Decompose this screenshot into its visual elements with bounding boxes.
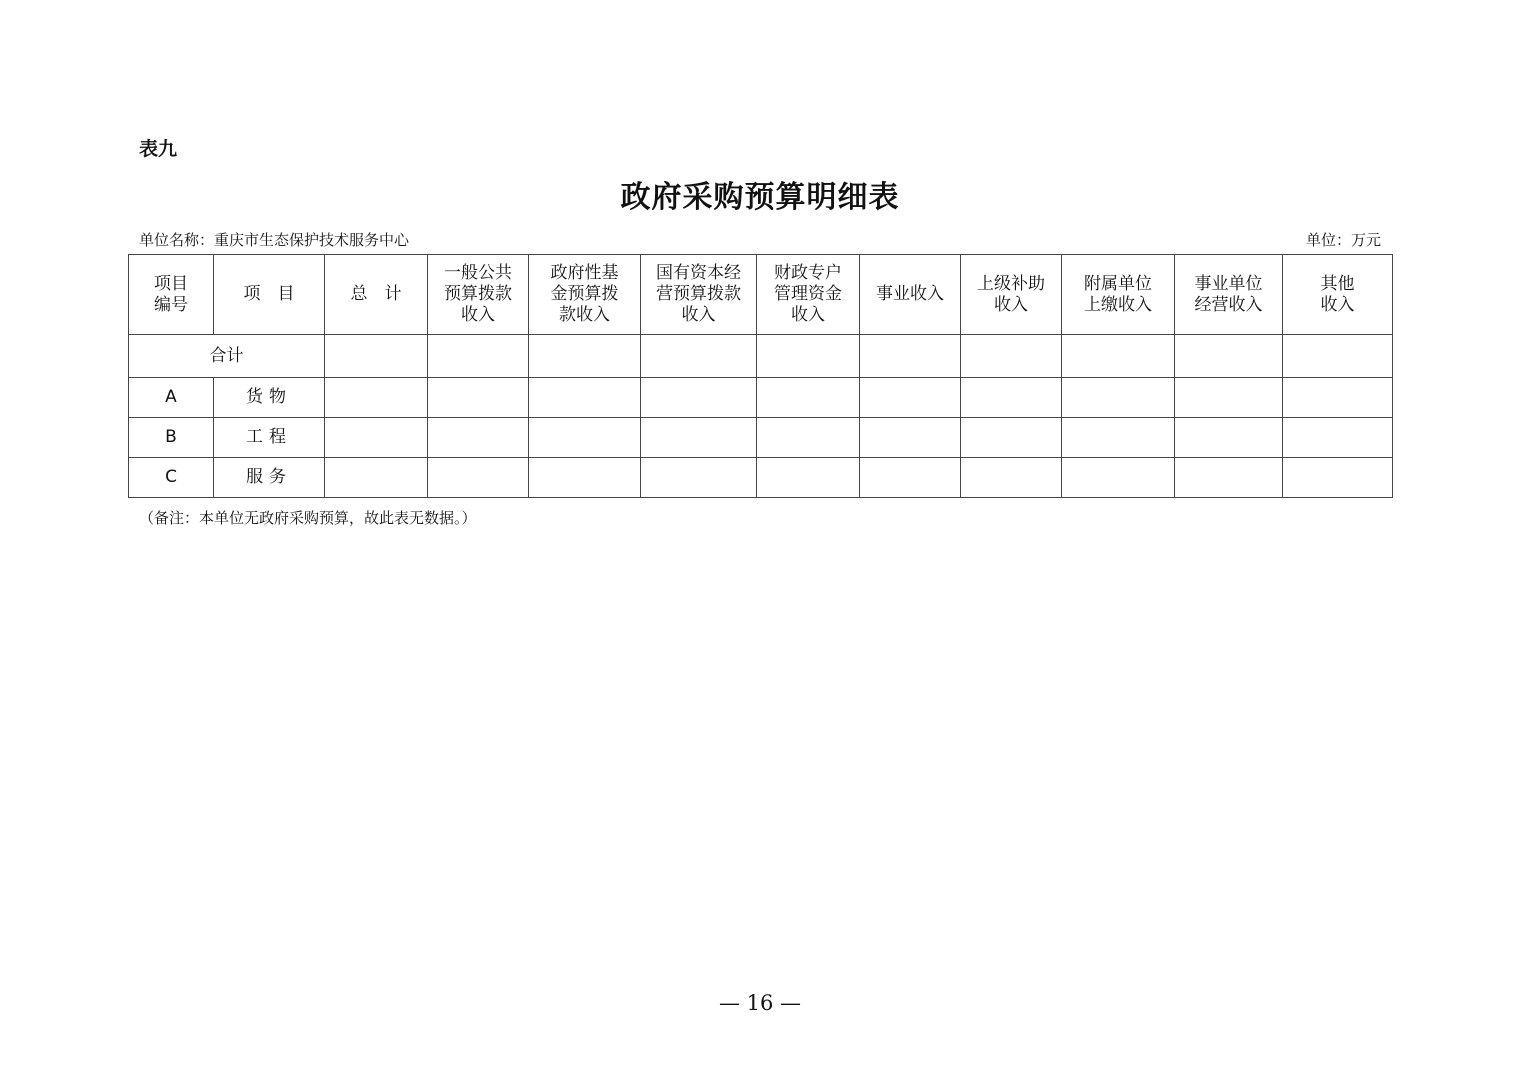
- table-cell: [641, 378, 757, 418]
- table-cell: [1062, 378, 1175, 418]
- table-cell: [641, 335, 757, 378]
- currency-unit: 单位：万元: [1305, 231, 1381, 249]
- table-cell: [529, 335, 641, 378]
- table-cell: [428, 458, 529, 498]
- header-state-capital-budget: 国有资本经 营预算拨款 收入: [641, 255, 757, 335]
- table-cell: [860, 458, 961, 498]
- table-row: [129, 458, 1393, 498]
- table-cell: [325, 458, 428, 498]
- header-government-fund-budget: 政府性基 金预算拨 款收入: [529, 255, 641, 335]
- table-label: 表九: [139, 138, 178, 160]
- table-cell: [1062, 335, 1175, 378]
- table-cell: [1283, 418, 1393, 458]
- table-cell: [1283, 378, 1393, 418]
- table-cell: [757, 458, 860, 498]
- row-item: 服务: [214, 458, 325, 498]
- unit-name: 单位名称：重庆市生态保护技术服务中心: [139, 231, 410, 249]
- table-cell: [325, 378, 428, 418]
- table-cell: [860, 378, 961, 418]
- table-cell: [757, 418, 860, 458]
- header-fiscal-special-account: 财政专户 管理资金 收入: [757, 255, 860, 335]
- document-title: 政府采购预算明细表: [620, 180, 900, 215]
- table-cell: [1283, 458, 1393, 498]
- table-cell: [428, 378, 529, 418]
- header-general-public-budget: 一般公共 预算拨款 收入: [428, 255, 529, 335]
- table-cell: [961, 335, 1062, 378]
- table-cell: [325, 418, 428, 458]
- header-item-code: 项目 编号: [129, 255, 214, 335]
- total-row: [129, 335, 1393, 378]
- row-code: B: [129, 418, 214, 458]
- table-cell: [961, 418, 1062, 458]
- table-cell: [428, 418, 529, 458]
- table-cell: [1175, 418, 1283, 458]
- header-item-name: 项 目: [214, 255, 325, 335]
- table-cell: [325, 335, 428, 378]
- table-cell: [1062, 418, 1175, 458]
- header-superior-subsidy: 上级补助 收入: [961, 255, 1062, 335]
- header-row: [129, 255, 1393, 335]
- table-cell: [860, 335, 961, 378]
- header-business-income: 事业收入: [860, 255, 961, 335]
- row-code: A: [129, 378, 214, 418]
- table-cell: [860, 418, 961, 458]
- table-cell: [1175, 335, 1283, 378]
- header-operating-income: 事业单位 经营收入: [1175, 255, 1283, 335]
- row-code: C: [129, 458, 214, 498]
- table-cell: [1175, 378, 1283, 418]
- table-cell: [641, 458, 757, 498]
- procurement-budget-table: [128, 254, 1393, 498]
- table-row: [129, 418, 1393, 458]
- table-cell: [961, 378, 1062, 418]
- total-label: 合计: [129, 335, 325, 378]
- table-cell: [757, 378, 860, 418]
- table-note: （备注：本单位无政府采购预算，故此表无数据。）: [139, 509, 477, 527]
- table-cell: [961, 458, 1062, 498]
- header-other-income: 其他 收入: [1283, 255, 1393, 335]
- table-cell: [1062, 458, 1175, 498]
- table-cell: [529, 458, 641, 498]
- row-item: 货物: [214, 378, 325, 418]
- row-item: 工程: [214, 418, 325, 458]
- table-cell: [428, 335, 529, 378]
- table-cell: [1175, 458, 1283, 498]
- table-cell: [641, 418, 757, 458]
- table-cell: [529, 418, 641, 458]
- page-number: — 16 —: [718, 991, 802, 1015]
- table-cell: [1283, 335, 1393, 378]
- header-total: 总 计: [325, 255, 428, 335]
- table-row: [129, 378, 1393, 418]
- table-cell: [757, 335, 860, 378]
- table-cell: [529, 378, 641, 418]
- header-subsidiary-remittance: 附属单位 上缴收入: [1062, 255, 1175, 335]
